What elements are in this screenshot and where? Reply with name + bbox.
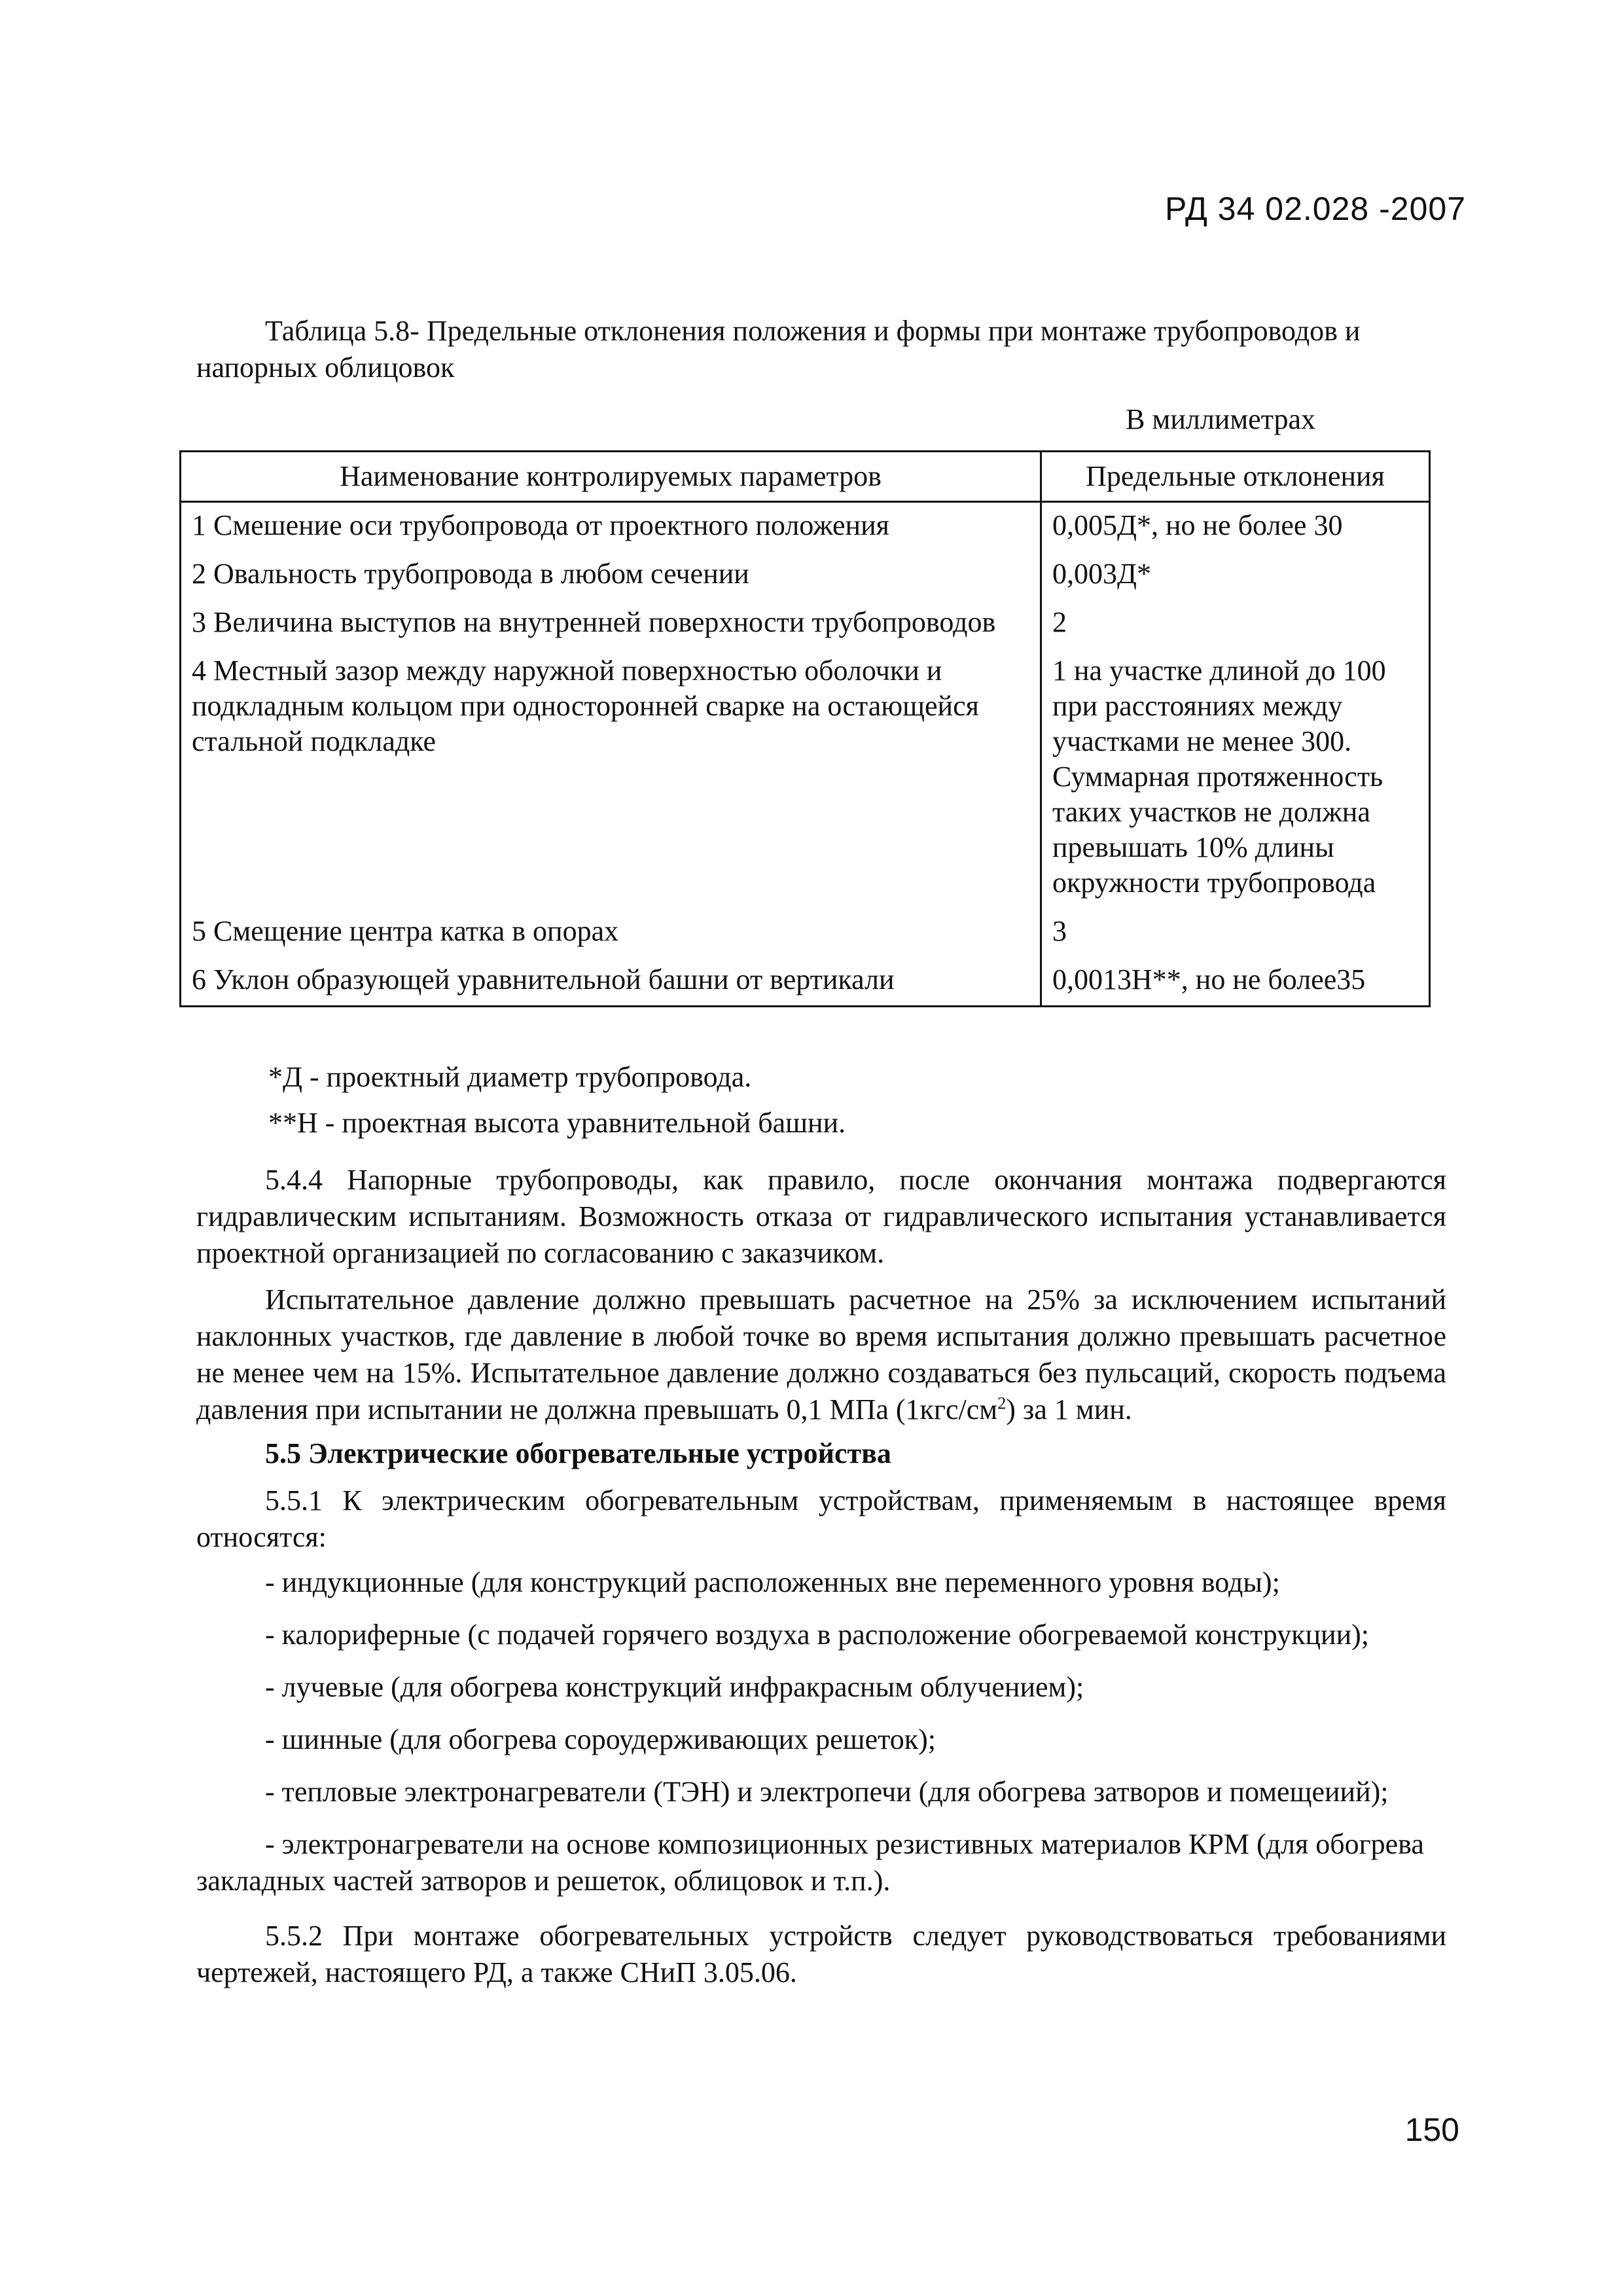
- table-row: [181, 600, 1430, 648]
- table-units: В миллиметрах: [1126, 403, 1315, 435]
- list-item: - шинные (для обогрева сороудерживающих решеток);: [265, 1723, 936, 1755]
- test-pressure-superscript: 2: [997, 1393, 1007, 1413]
- row-param: 3 Величина выступов на внутренней поверхности трубопроводов: [181, 600, 1041, 648]
- table-note-diameter: *Д - проектный диаметр трубопровода.: [268, 1061, 752, 1093]
- table-caption: Таблица 5.8- Предельные отклонения положения и формы при монтаже трубопроводов и напорных облицовок: [196, 315, 1361, 384]
- paragraph-5-5-1: 5.5.1 К электрическим обогревательным устройствам, применяемым в настоящее время относятся:: [196, 1484, 1446, 1553]
- header-parameter: Наименование контролируемых параметров: [181, 452, 1041, 502]
- list-item: - электронагреватели на основе композиционных резистивных материалов КРМ (для обогрева закладных частей затворов и решеток, облицовок и т.п.).: [196, 1828, 1424, 1897]
- document-code: РД 34 02.028 -2007: [1165, 190, 1466, 227]
- paragraph-test-pressure: [196, 1282, 1446, 1428]
- table-row: [181, 502, 1430, 552]
- test-pressure-tail: ) за 1 мин.: [1006, 1393, 1132, 1426]
- row-limit: 3: [1041, 908, 1430, 957]
- paragraph-5-4-4: 5.4.4 Напорные трубопроводы, как правило, после окончания монтажа подвергаются гидравлическим испытаниям. Возможность отказа от гидравлического испытания устанавливается проектной организацией по согласованию с заказчиком.: [196, 1164, 1446, 1269]
- test-pressure-text: Испытательное давление должно превышать расчетное на 25% за исключением испытаний наклонных участков, где давление в любой точке во время испытания должно превышать расчетное не менее чем на 15%. Испытательное давление должно создаваться без пульсаций, скорость подъема давления при испытании не должна превышать 0,1 МПа (1кгс/см: [196, 1283, 1446, 1426]
- tolerances-table: [179, 450, 1431, 1007]
- table-header-row: [181, 452, 1430, 502]
- table-row: [181, 551, 1430, 600]
- paragraph-5-5-2: 5.5.2 При монтаже обогревательных устройств следует руководствоваться требованиями чертежей, настоящего РД, а также СНиП 3.05.06.: [196, 1920, 1446, 1988]
- row-limit: 2: [1041, 600, 1430, 648]
- list-item: - тепловые электронагреватели (ТЭН) и электропечи (для обогрева затворов и помещеиий);: [265, 1776, 1389, 1808]
- row-param: 4 Местный зазор между наружной поверхностью оболочки и подкладным кольцом при односторонней сварке на остающейся стальной подкладке: [181, 648, 1041, 908]
- section-heading-5-5: 5.5 Электрические обогревательные устройства: [265, 1437, 891, 1469]
- row-param: 2 Овальность трубопровода в любом сечении: [181, 551, 1041, 600]
- page-number: 150: [1404, 2111, 1459, 2148]
- list-item: - индукционные (для конструкций расположенных вне переменного уровня воды);: [265, 1566, 1280, 1598]
- row-param: 1 Смешение оси трубопровода от проектного положения: [181, 502, 1041, 552]
- row-limit: 1 на участке длиной до 100 при расстояниях между участками не менее 300. Суммарная протяженность таких участков не должна превышать 10% длины окружности трубопровода: [1041, 648, 1430, 908]
- table-note-height: **Н - проектная высота уравнительной башни.: [268, 1107, 846, 1139]
- row-limit: 0,0013Н**, но не более35: [1041, 957, 1430, 1007]
- row-param: 5 Смещение центра катка в опорах: [181, 908, 1041, 957]
- header-limit: Предельные отклонения: [1041, 452, 1430, 502]
- list-item: - лучевые (для обогрева конструкций инфракрасным облучением);: [265, 1671, 1084, 1703]
- table-row: [181, 648, 1430, 908]
- list-item: - калориферные (с подачей горячего воздуха в расположение обогреваемой конструкции);: [265, 1619, 1370, 1651]
- row-param: 6 Уклон образующей уравнительной башни от вертикали: [181, 957, 1041, 1007]
- row-limit: 0,005Д*, но не более 30: [1041, 502, 1430, 552]
- table-row: [181, 908, 1430, 957]
- table-row: [181, 957, 1430, 1007]
- row-limit: 0,003Д*: [1041, 551, 1430, 600]
